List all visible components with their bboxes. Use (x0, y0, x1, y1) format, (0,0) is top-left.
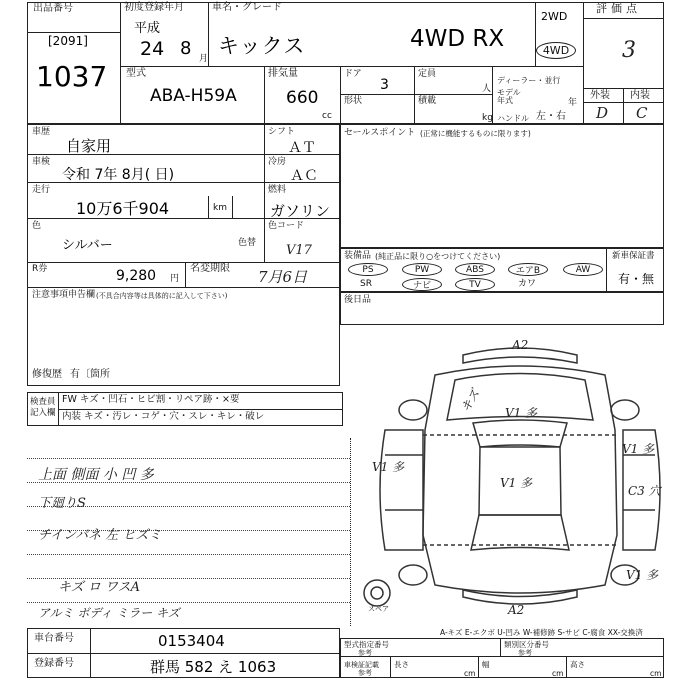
manual-value: 有・無 (618, 272, 655, 286)
diagram-mark-center: V1 多 (500, 476, 533, 490)
exterior-grade: D (596, 104, 609, 122)
equip-airbag: エアB (508, 263, 548, 276)
usage-label: 車歴 (32, 127, 51, 137)
after-block (340, 292, 664, 325)
equip-tv: TV (455, 278, 495, 291)
door-label: ドア (344, 69, 362, 79)
handwritten-line-5: アルミ ボディ ミラー キズ (38, 606, 180, 620)
capacity-label: 定員 (418, 69, 437, 79)
drive-2wd: 2WD (541, 10, 568, 23)
load-label: 積載 (418, 96, 437, 106)
equip-label: 装備品 (344, 251, 372, 261)
era: 平成 (134, 21, 161, 36)
sales-point-block (340, 124, 664, 248)
color: シルバー (62, 238, 113, 253)
diagram-mark-left: V1 多 (372, 460, 405, 474)
rating-label: 評価点 (596, 2, 641, 15)
shift-label: シフト (268, 127, 296, 137)
legend: A-キズ E-エクボ U-凹み W-補修跡 S-サビ C-腐食 XX-交換済 (440, 628, 643, 637)
usage: 自家用 (66, 137, 112, 155)
equip-navi: ナビ (402, 278, 442, 291)
km-unit: km (213, 203, 227, 213)
inspection: 令和 7年 8月( 日) (62, 167, 175, 183)
cc-unit: cc (322, 111, 332, 121)
repair-label: 修復歴 (32, 369, 62, 380)
name-label: 車名・グレード (212, 2, 282, 13)
year-unit: 年 (568, 98, 578, 108)
cert-label: 車検証記載 (344, 661, 379, 669)
equip-abs: ABS (455, 263, 495, 276)
ref-label-1: 参考 (358, 649, 372, 657)
name-change: 7月6日 (258, 268, 308, 286)
inspector-label: 検査員記入欄 (30, 397, 56, 418)
model-label: 型式 (126, 68, 146, 79)
handwritten-line-4: キズ ロ ワスA (58, 580, 141, 595)
doors: 3 (380, 77, 389, 93)
rating-value: 3 (622, 38, 636, 63)
recycle-label: R券 (32, 264, 48, 274)
fuel: ガソリン (270, 202, 331, 220)
ref-label-2: 参考 (518, 649, 532, 657)
yen-unit: 円 (170, 274, 180, 284)
ac: ＡＣ (290, 168, 318, 184)
notes-sub: (不具合内容等は具体的に記入して下さい) (96, 292, 228, 300)
height-unit: cm (650, 669, 662, 678)
diagram-mark-right-mid: C3 穴 (628, 484, 661, 498)
diagram-mark-left-front: キズ (458, 386, 483, 415)
interior-label: 内装 (630, 90, 650, 101)
color-change-label: 色替 (238, 238, 257, 248)
dealer-label: ディーラー・並行 (497, 76, 561, 85)
chassis: 0153404 (158, 632, 225, 650)
length-unit: cm (464, 669, 476, 678)
type-cert-label: 型式指定番号 (344, 640, 389, 649)
diagram-mark-front: A2 (512, 338, 529, 352)
person-unit: 人 (482, 84, 492, 94)
height-label: 高さ (570, 660, 585, 669)
equip-sub: (純正品に限り○をつけてください) (375, 252, 501, 261)
model-year-label: モデル年式 (497, 88, 521, 105)
handle-lr: 左・右 (536, 111, 566, 122)
equip-sr: SR (360, 279, 372, 289)
ac-label: 冷房 (268, 157, 287, 167)
chassis-label: 車台番号 (34, 633, 74, 644)
inspection-label: 車検 (32, 157, 51, 167)
length-label: 長さ (394, 660, 409, 669)
diagram-mark-right-rear: V1 多 (626, 568, 659, 582)
handwritten-line-2: 下廻りS (38, 496, 86, 511)
fuel-label: 燃料 (268, 185, 287, 195)
plate-label: 登録番号 (34, 658, 74, 669)
displacement: 660 (286, 88, 319, 108)
equip-aw: AW (563, 263, 603, 276)
reg-month: 8 (180, 38, 192, 59)
recycle-fee: 9,280 (116, 268, 157, 284)
handwritten-line-3: チインパネ 左 ヒズミ (38, 528, 162, 543)
inspector-row2: 内装 キズ・汚レ・コゲ・穴・スレ・キレ・破レ (62, 411, 265, 422)
month-unit: 月 (199, 54, 209, 64)
plate: 群馬 582 え 1063 (150, 658, 277, 676)
after-label: 後日品 (344, 295, 372, 305)
shape-label: 形状 (344, 96, 363, 106)
lot-label: 出品番号 (33, 3, 73, 14)
handwritten-line-1: 上面 側面 小 凹 多 (38, 467, 154, 483)
equip-ps: PS (348, 263, 388, 276)
diagram-mark-roof: V1 多 (505, 406, 538, 420)
lot-number: 1037 (36, 60, 108, 93)
equip-pw: PW (402, 263, 442, 276)
diagram-mark-right-door: V1 多 (622, 442, 655, 456)
color-code-label: 色コード (268, 221, 305, 231)
interior-grade: C (636, 104, 648, 122)
color-code: V17 (286, 243, 312, 258)
equip-leather: カワ (518, 279, 537, 289)
class-label: 類別区分番号 (504, 640, 549, 649)
spare-label: スペア (368, 605, 389, 613)
handle-label: ハンドル (497, 114, 529, 123)
width-label: 幅 (482, 660, 490, 669)
repair-value: 有〔箇所 (70, 369, 110, 380)
diagram-mark-rear: A2 (508, 603, 525, 617)
width-unit: cm (552, 669, 564, 678)
name-change-label: 名変期限 (190, 263, 230, 274)
car-name: キックス (218, 34, 306, 58)
color-label: 色 (32, 221, 42, 231)
displacement-label: 排気量 (268, 68, 298, 79)
kg-unit: kg (482, 113, 493, 123)
sales-point-label: セールスポイント (344, 128, 416, 138)
manual-label: 新車保証書 (612, 251, 655, 261)
notes-label: 注意事項申告欄 (32, 290, 96, 300)
reg-year: 24 (140, 38, 165, 60)
mileage: 10万6千904 (76, 199, 170, 218)
drive-4wd-circled: 4WD (536, 42, 576, 59)
mileage-label: 走行 (32, 185, 51, 195)
bracket-code: [2091] (48, 34, 88, 48)
first-reg-label: 初度登録年月 (124, 2, 184, 13)
inspector-row1: FW キズ・凹石・ヒビ割・リペア跡・×要 (62, 394, 240, 405)
exterior-label: 外装 (590, 90, 610, 101)
grade: 4WD RX (410, 26, 505, 52)
sales-point-sub: (正常に機能するものに限ります) (420, 129, 531, 138)
shift: ＡＴ (288, 140, 316, 156)
ref-label-3: 参考 (358, 669, 372, 677)
model: ABA-H59A (150, 86, 237, 106)
